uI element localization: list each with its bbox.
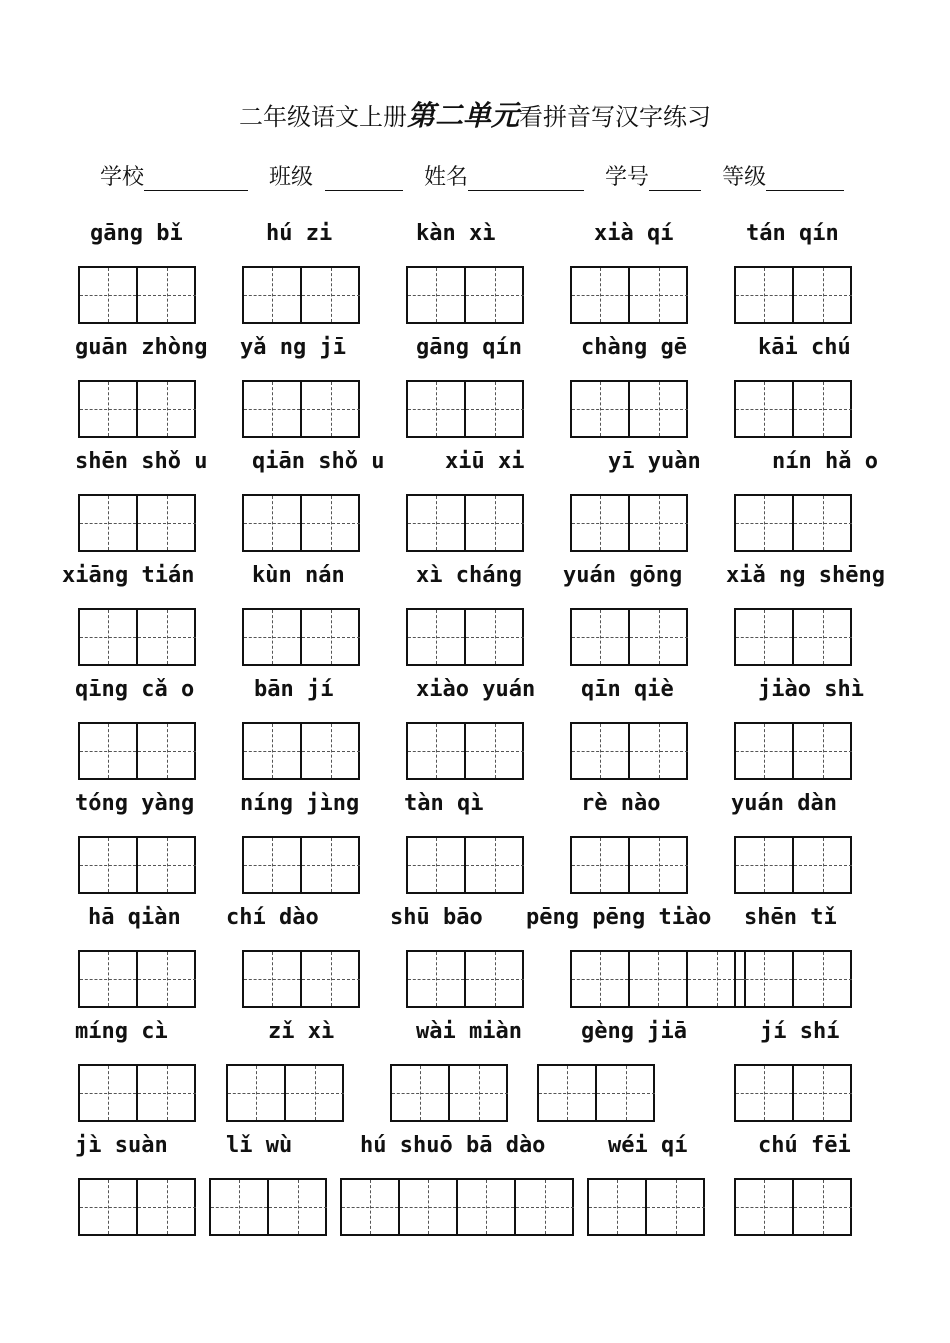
cell-guide-horizontal <box>228 1093 284 1094</box>
writing-cell[interactable] <box>794 724 852 778</box>
writing-cell[interactable] <box>466 838 524 892</box>
tianzige-grid <box>78 1064 196 1122</box>
cell-guide-horizontal <box>466 295 524 296</box>
cell-guide-horizontal <box>736 523 792 524</box>
student-info-row <box>100 160 860 191</box>
cell-guide-horizontal <box>630 751 688 752</box>
tianzige-grid <box>570 608 688 666</box>
cell-guide-horizontal <box>286 1093 344 1094</box>
cell-guide-horizontal <box>466 523 524 524</box>
pinyin-prompt: míng cì <box>75 1019 168 1044</box>
cell-guide-horizontal <box>269 1207 327 1208</box>
pinyin-prompt: kàn xì <box>416 221 496 246</box>
writing-cell[interactable] <box>572 382 630 436</box>
cell-guide-horizontal <box>466 637 524 638</box>
tianzige-grid <box>242 494 360 552</box>
writing-cell[interactable] <box>458 1180 516 1234</box>
cell-guide-horizontal <box>302 979 360 980</box>
cell-guide-horizontal <box>408 295 464 296</box>
tianzige-grid <box>570 266 688 324</box>
cell-guide-horizontal <box>138 637 196 638</box>
tianzige-grid <box>242 380 360 438</box>
cell-guide-horizontal <box>597 1093 655 1094</box>
pinyin-prompt: bān jí <box>254 677 334 702</box>
cell-guide-horizontal <box>630 865 688 866</box>
cell-guide-horizontal <box>572 637 628 638</box>
cell-guide-horizontal <box>466 751 524 752</box>
writing-cell[interactable] <box>408 838 466 892</box>
cell-guide-horizontal <box>630 979 686 980</box>
writing-cell[interactable] <box>466 724 524 778</box>
pinyin-prompt: níng jìng <box>240 791 360 816</box>
cell-guide-horizontal <box>80 523 136 524</box>
writing-cell[interactable] <box>138 1066 196 1120</box>
writing-cell[interactable] <box>408 952 466 1006</box>
writing-cell[interactable] <box>630 724 688 778</box>
tianzige-grid <box>242 722 360 780</box>
writing-cell[interactable] <box>736 268 794 322</box>
cell-guide-horizontal <box>516 1207 574 1208</box>
cell-guide-horizontal <box>80 979 136 980</box>
writing-cell[interactable] <box>302 952 360 1006</box>
pinyin-prompt: shēn tǐ <box>744 905 837 930</box>
name-label: 姓名 <box>424 165 469 190</box>
cell-guide-horizontal <box>80 751 136 752</box>
cell-guide-horizontal <box>80 865 136 866</box>
cell-guide-horizontal <box>572 979 628 980</box>
tianzige-grid <box>406 380 524 438</box>
writing-cell[interactable] <box>138 952 196 1006</box>
pinyin-prompt: tán qín <box>746 221 839 246</box>
writing-cell[interactable] <box>80 1180 138 1234</box>
cell-guide-horizontal <box>466 865 524 866</box>
tianzige-grid <box>734 266 852 324</box>
writing-cell[interactable] <box>302 382 360 436</box>
cell-guide-horizontal <box>736 1093 792 1094</box>
pinyin-prompt: tàn qì <box>404 791 484 816</box>
writing-cell[interactable] <box>450 1066 508 1120</box>
cell-guide-horizontal <box>408 523 464 524</box>
writing-cell[interactable] <box>794 1066 852 1120</box>
cell-guide-horizontal <box>572 409 628 410</box>
cell-guide-horizontal <box>458 1207 514 1208</box>
writing-cell[interactable] <box>244 268 302 322</box>
tianzige-grid <box>734 608 852 666</box>
pinyin-prompt: xiāng tián <box>62 563 195 588</box>
writing-cell[interactable] <box>138 382 196 436</box>
writing-cell[interactable] <box>572 496 630 550</box>
class-blank[interactable] <box>325 160 403 191</box>
tianzige-grid <box>570 380 688 438</box>
cell-guide-horizontal <box>80 295 136 296</box>
tianzige-grid <box>78 950 196 1008</box>
pinyin-prompt: hú zi <box>266 221 333 246</box>
cell-guide-horizontal <box>630 295 688 296</box>
writing-cell[interactable] <box>736 382 794 436</box>
writing-cell[interactable] <box>80 268 138 322</box>
tianzige-grid <box>78 608 196 666</box>
pinyin-prompt: yǎ ng jī <box>240 335 346 360</box>
writing-cell[interactable] <box>736 496 794 550</box>
tianzige-grid <box>570 494 688 552</box>
pinyin-prompt: xià qí <box>594 221 674 246</box>
writing-cell[interactable] <box>138 610 196 664</box>
cell-guide-horizontal <box>244 865 300 866</box>
tianzige-grid <box>78 266 196 324</box>
pinyin-prompt: kùn nán <box>252 563 345 588</box>
writing-cell[interactable] <box>408 496 466 550</box>
writing-cell[interactable] <box>342 1180 400 1234</box>
tianzige-grid <box>242 266 360 324</box>
pinyin-prompt: shū bāo <box>390 905 483 930</box>
pinyin-prompt: xiū xi <box>445 449 525 474</box>
pinyin-prompt: jì suàn <box>75 1133 168 1158</box>
writing-cell[interactable] <box>466 382 524 436</box>
cell-guide-horizontal <box>80 409 136 410</box>
student-number-blank[interactable] <box>649 160 701 191</box>
writing-cell[interactable] <box>211 1180 269 1234</box>
pinyin-prompt: jí shí <box>760 1019 840 1044</box>
cell-guide-horizontal <box>647 1207 705 1208</box>
tianzige-grid <box>406 950 524 1008</box>
tianzige-grid <box>570 836 688 894</box>
writing-cell[interactable] <box>80 838 138 892</box>
writing-cell[interactable] <box>138 1180 196 1234</box>
writing-cell[interactable] <box>138 724 196 778</box>
pinyin-prompt: qiān shǒ u <box>252 449 385 474</box>
writing-cell[interactable] <box>228 1066 286 1120</box>
cell-guide-horizontal <box>794 523 852 524</box>
writing-cell[interactable] <box>80 610 138 664</box>
pinyin-prompt: pēng pēng tiào <box>526 905 712 930</box>
writing-cell[interactable] <box>466 952 524 1006</box>
writing-cell[interactable] <box>80 1066 138 1120</box>
pinyin-prompt: yī yuàn <box>608 449 701 474</box>
tianzige-grid <box>734 836 852 894</box>
writing-cell[interactable] <box>138 838 196 892</box>
pinyin-prompt: qīng cǎ o <box>75 677 195 702</box>
cell-guide-horizontal <box>736 1207 792 1208</box>
cell-guide-horizontal <box>589 1207 645 1208</box>
cell-guide-horizontal <box>80 1207 136 1208</box>
writing-cell[interactable] <box>589 1180 647 1234</box>
tianzige-grid <box>570 722 688 780</box>
tianzige-grid <box>537 1064 655 1122</box>
worksheet-title <box>0 94 950 134</box>
cell-guide-horizontal <box>736 295 792 296</box>
writing-cell[interactable] <box>408 610 466 664</box>
pinyin-prompt: hā qiàn <box>88 905 181 930</box>
cell-guide-horizontal <box>138 523 196 524</box>
school-label: 学校 <box>100 165 145 190</box>
cell-guide-horizontal <box>408 979 464 980</box>
writing-cell[interactable] <box>80 382 138 436</box>
tianzige-grid <box>226 1064 344 1122</box>
cell-guide-horizontal <box>794 1093 852 1094</box>
cell-guide-horizontal <box>408 865 464 866</box>
tianzige-grid <box>406 722 524 780</box>
cell-guide-horizontal <box>408 409 464 410</box>
writing-cell[interactable] <box>630 382 688 436</box>
cell-guide-horizontal <box>408 751 464 752</box>
writing-cell[interactable] <box>80 952 138 1006</box>
pinyin-prompt: kāi chú <box>758 335 851 360</box>
tianzige-grid <box>406 836 524 894</box>
writing-cell[interactable] <box>466 496 524 550</box>
writing-cell[interactable] <box>794 952 852 1006</box>
cell-guide-horizontal <box>466 409 524 410</box>
writing-cell[interactable] <box>466 268 524 322</box>
writing-cell[interactable] <box>736 838 794 892</box>
writing-cell[interactable] <box>269 1180 327 1234</box>
cell-guide-horizontal <box>302 409 360 410</box>
writing-cell[interactable] <box>794 610 852 664</box>
cell-guide-horizontal <box>630 409 688 410</box>
cell-guide-horizontal <box>244 751 300 752</box>
pinyin-prompt: wéi qí <box>608 1133 688 1158</box>
tianzige-grid <box>209 1178 327 1236</box>
writing-cell[interactable] <box>244 496 302 550</box>
title-suffix: 看拼音写汉字练习 <box>519 103 711 131</box>
pinyin-prompt: gèng jiā <box>581 1019 687 1044</box>
writing-cell[interactable] <box>302 838 360 892</box>
cell-guide-horizontal <box>302 637 360 638</box>
tianzige-grid <box>78 494 196 552</box>
writing-cell[interactable] <box>244 952 302 1006</box>
writing-cell[interactable] <box>408 382 466 436</box>
writing-cell[interactable] <box>302 268 360 322</box>
cell-guide-horizontal <box>302 523 360 524</box>
writing-cell[interactable] <box>408 724 466 778</box>
cell-guide-horizontal <box>794 979 852 980</box>
writing-cell[interactable] <box>572 268 630 322</box>
school-blank[interactable] <box>144 160 248 191</box>
cell-guide-horizontal <box>572 751 628 752</box>
pinyin-prompt: yuán dàn <box>731 791 837 816</box>
writing-cell[interactable] <box>516 1180 574 1234</box>
cell-guide-horizontal <box>138 865 196 866</box>
cell-guide-horizontal <box>630 637 688 638</box>
writing-cell[interactable] <box>244 724 302 778</box>
pinyin-prompt: gāng bǐ <box>90 221 183 246</box>
writing-cell[interactable] <box>302 610 360 664</box>
writing-cell[interactable] <box>302 724 360 778</box>
cell-guide-horizontal <box>408 637 464 638</box>
writing-cell[interactable] <box>630 838 688 892</box>
writing-cell[interactable] <box>138 268 196 322</box>
pinyin-prompt: guān zhòng <box>75 335 208 360</box>
class-label: 班级 <box>269 165 314 190</box>
name-blank[interactable] <box>468 160 584 191</box>
tianzige-grid <box>734 1064 852 1122</box>
cell-guide-horizontal <box>794 295 852 296</box>
cell-guide-horizontal <box>736 409 792 410</box>
pinyin-prompt: nín hǎ o <box>772 449 878 474</box>
tianzige-grid <box>406 608 524 666</box>
tianzige-grid <box>570 950 746 1008</box>
cell-guide-horizontal <box>392 1093 448 1094</box>
tianzige-grid <box>406 266 524 324</box>
cell-guide-horizontal <box>138 1207 196 1208</box>
cell-guide-horizontal <box>572 865 628 866</box>
tianzige-grid <box>406 494 524 552</box>
writing-cell[interactable] <box>138 496 196 550</box>
cell-guide-horizontal <box>80 637 136 638</box>
writing-cell[interactable] <box>794 1180 852 1234</box>
cell-guide-horizontal <box>138 409 196 410</box>
writing-cell[interactable] <box>539 1066 597 1120</box>
writing-cell[interactable] <box>736 610 794 664</box>
pinyin-prompt: zǐ xì <box>268 1019 335 1044</box>
tianzige-grid <box>78 722 196 780</box>
cell-guide-horizontal <box>244 409 300 410</box>
writing-cell[interactable] <box>630 952 688 1006</box>
writing-cell[interactable] <box>736 724 794 778</box>
cell-guide-horizontal <box>794 637 852 638</box>
writing-cell[interactable] <box>572 838 630 892</box>
tianzige-grid <box>734 380 852 438</box>
writing-cell[interactable] <box>572 610 630 664</box>
cell-guide-horizontal <box>342 1207 398 1208</box>
writing-cell[interactable] <box>794 496 852 550</box>
pinyin-prompt: qīn qiè <box>581 677 674 702</box>
cell-guide-horizontal <box>794 409 852 410</box>
title-unit: 第二单元 <box>406 99 519 132</box>
title-prefix: 二年级语文上册 <box>238 103 407 131</box>
writing-cell[interactable] <box>794 268 852 322</box>
tianzige-grid <box>78 1178 196 1236</box>
cell-guide-horizontal <box>244 523 300 524</box>
cell-guide-horizontal <box>572 295 628 296</box>
cell-guide-horizontal <box>539 1093 595 1094</box>
pinyin-prompt: chú fēi <box>758 1133 851 1158</box>
writing-cell[interactable] <box>736 1066 794 1120</box>
tianzige-grid <box>734 950 852 1008</box>
writing-cell[interactable] <box>630 610 688 664</box>
cell-guide-horizontal <box>138 295 196 296</box>
pinyin-prompt: xiǎ ng shēng <box>726 563 885 588</box>
writing-cell[interactable] <box>302 496 360 550</box>
cell-guide-horizontal <box>138 1093 196 1094</box>
cell-guide-horizontal <box>736 979 792 980</box>
cell-guide-horizontal <box>302 751 360 752</box>
pinyin-prompt: lǐ wù <box>226 1133 293 1158</box>
cell-guide-horizontal <box>630 523 688 524</box>
pinyin-prompt: xiào yuán <box>416 677 536 702</box>
tianzige-grid <box>390 1064 508 1122</box>
writing-cell[interactable] <box>244 610 302 664</box>
writing-cell[interactable] <box>572 724 630 778</box>
pinyin-prompt: hú shuō bā dào <box>360 1133 546 1158</box>
grade-label: 等级 <box>722 165 767 190</box>
cell-guide-horizontal <box>302 865 360 866</box>
writing-cell[interactable] <box>736 1180 794 1234</box>
writing-cell[interactable] <box>392 1066 450 1120</box>
writing-cell[interactable] <box>286 1066 344 1120</box>
tianzige-grid <box>734 1178 852 1236</box>
cell-guide-horizontal <box>138 751 196 752</box>
tianzige-grid <box>78 380 196 438</box>
writing-cell[interactable] <box>400 1180 458 1234</box>
writing-cell[interactable] <box>630 496 688 550</box>
tianzige-grid <box>587 1178 705 1236</box>
pinyin-prompt: shēn shǒ u <box>75 449 208 474</box>
writing-cell[interactable] <box>244 382 302 436</box>
cell-guide-horizontal <box>302 295 360 296</box>
pinyin-prompt: chí dào <box>226 905 319 930</box>
cell-guide-horizontal <box>572 523 628 524</box>
writing-cell[interactable] <box>244 838 302 892</box>
cell-guide-horizontal <box>211 1207 267 1208</box>
cell-guide-horizontal <box>244 979 300 980</box>
pinyin-prompt: chàng gē <box>581 335 687 360</box>
pinyin-prompt: xì cháng <box>416 563 522 588</box>
cell-guide-horizontal <box>794 1207 852 1208</box>
writing-cell[interactable] <box>736 952 794 1006</box>
tianzige-grid <box>340 1178 574 1236</box>
writing-cell[interactable] <box>80 724 138 778</box>
writing-cell[interactable] <box>630 268 688 322</box>
writing-cell[interactable] <box>597 1066 655 1120</box>
cell-guide-horizontal <box>244 295 300 296</box>
tianzige-grid <box>242 836 360 894</box>
cell-guide-horizontal <box>400 1207 456 1208</box>
student-number-label: 学号 <box>605 165 650 190</box>
tianzige-grid <box>242 950 360 1008</box>
writing-cell[interactable] <box>466 610 524 664</box>
pinyin-prompt: rè nào <box>581 791 661 816</box>
cell-guide-horizontal <box>736 751 792 752</box>
tianzige-grid <box>78 836 196 894</box>
writing-cell[interactable] <box>572 952 630 1006</box>
tianzige-grid <box>242 608 360 666</box>
cell-guide-horizontal <box>736 865 792 866</box>
writing-cell[interactable] <box>647 1180 705 1234</box>
cell-guide-horizontal <box>736 637 792 638</box>
pinyin-prompt: yuán gōng <box>563 563 683 588</box>
writing-cell[interactable] <box>794 382 852 436</box>
tianzige-grid <box>734 722 852 780</box>
cell-guide-horizontal <box>466 979 524 980</box>
cell-guide-horizontal <box>80 1093 136 1094</box>
writing-cell[interactable] <box>794 838 852 892</box>
pinyin-prompt: gāng qín <box>416 335 522 360</box>
pinyin-prompt: tóng yàng <box>75 791 195 816</box>
pinyin-prompt: wài miàn <box>416 1019 522 1044</box>
cell-guide-horizontal <box>794 751 852 752</box>
pinyin-prompt: jiào shì <box>758 677 864 702</box>
cell-guide-horizontal <box>794 865 852 866</box>
writing-cell[interactable] <box>80 496 138 550</box>
cell-guide-horizontal <box>138 979 196 980</box>
grade-blank[interactable] <box>766 160 844 191</box>
tianzige-grid <box>734 494 852 552</box>
cell-guide-horizontal <box>450 1093 508 1094</box>
writing-cell[interactable] <box>408 268 466 322</box>
cell-guide-horizontal <box>244 637 300 638</box>
